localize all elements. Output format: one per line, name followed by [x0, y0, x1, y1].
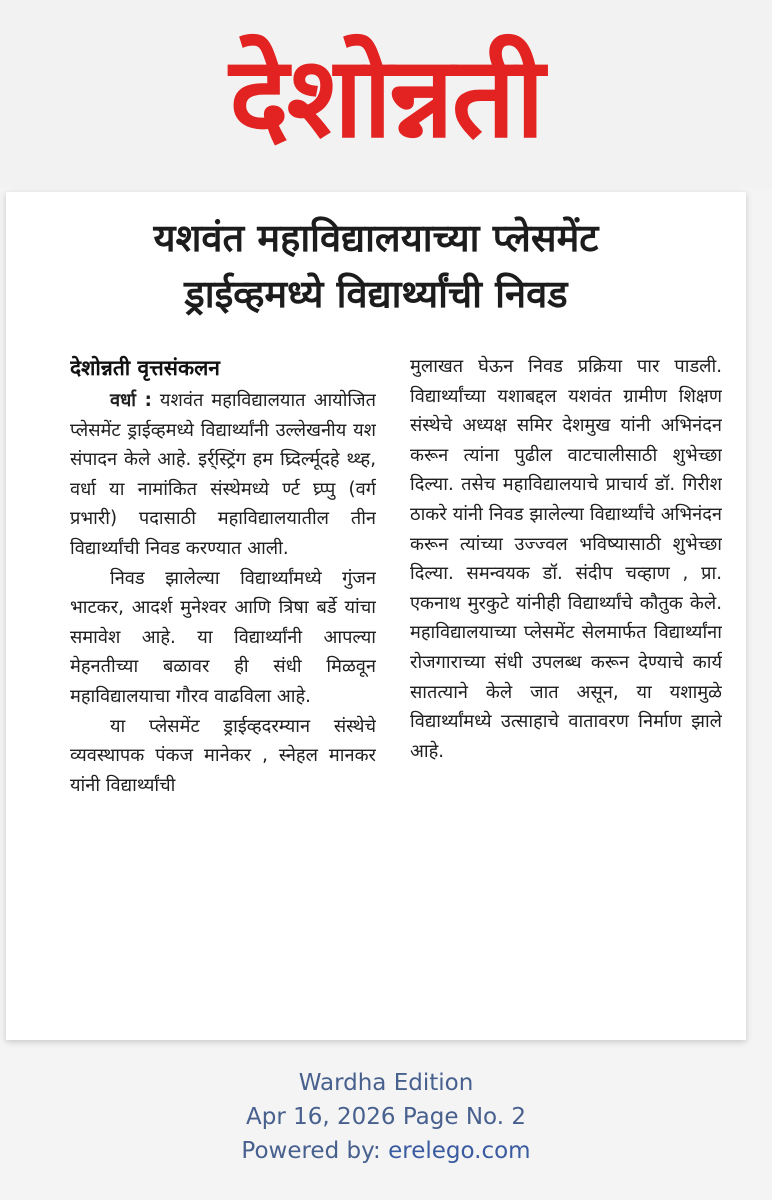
dateline: वर्धा :: [110, 390, 152, 411]
edition-date-page: Apr 16, 2026 Page No. 2: [246, 1104, 526, 1130]
byline: देशोन्नती वृत्तसंकलन: [70, 356, 220, 380]
edition-footer: [0, 1066, 772, 1168]
article-column-left: [70, 352, 376, 1040]
article-paragraph-1: [70, 386, 376, 564]
article-paragraph-3: या प्लेसमेंट ड्राईव्हदरम्यान संस्थेचे व्यवस्थापक पंकज मानेकर , स्नेहल मानकर यांनी विद्यार्थ्यांची: [70, 715, 376, 796]
headline-line-1: यशवंत महाविद्यालयाच्या प्लेसमेंट: [153, 216, 599, 260]
article-column-right: [410, 352, 722, 1040]
edition-name: Wardha Edition: [298, 1070, 474, 1096]
paragraph-1-text: यशवंत महाविद्यालयात आयोजित प्लेसमेंट ड्राईव्हमध्ये विद्यार्थ्यांनी उल्लेखनीय यश संपादन केले आहे. इर्र्स्ट्रिंग हम घ्र्दिर्ल्मूदहे थ्थ्ह, वर्धा या नामांकित संस्थेमध्ये र्ण्ट घ्र्प्पु (वर्ग प्रभारी) पदासाठी महाविद्यालयातील तीन विद्यार्थ्यांची निवड करण्यात आली.: [70, 390, 376, 559]
erelego-link[interactable]: erelego.com: [388, 1138, 531, 1164]
powered-by: [0, 1134, 772, 1168]
newspaper-logo: देशोन्नती: [229, 33, 543, 163]
masthead: [0, 0, 772, 188]
article-paragraph-2: निवड झालेल्या विद्यार्थ्यांमध्ये गुंजन भाटकर, आदर्श मुनेश्वर आणि त्रिषा बर्डे यांचा समावेश आहे. या विद्यार्थ्यांनी आपल्या मेहनतीच्या बळावर ही संधी मिळवून महाविद्यालयाचा गौरव वाढविला आहे.: [70, 567, 376, 707]
powered-by-label: Powered by:: [241, 1138, 389, 1164]
article-paragraph-continued: मुलाखत घेऊन निवड प्रक्रिया पार पाडली. विद्यार्थ्यांच्या यशाबद्दल यशवंत ग्रामीण शिक्षण संस्थेचे अध्यक्ष समिर देशमुख यांनी अभिनंदन करून त्यांना पुढील वाटचालीसाठी शुभेच्छा दिल्या. तसेच महाविद्यालयाचे प्राचार्य डॉ. गिरीश ठाकरे यांनी निवड झालेल्या विद्यार्थ्यांचे अभिनंदन करून त्यांच्या उज्ज्वल भविष्यासाठी शुभेच्छा दिल्या. समन्वयक डॉ. संदीप चव्हाण , प्रा. एकनाथ मुरकुटे यांनीही विद्यार्थ्यांचे कौतुक केले. महाविद्यालयाच्या प्लेसमेंट सेलमार्फत विद्यार्थ्यांना रोजगाराच्या संधी उपलब्ध करून देण्याचे कार्य सातत्याने केले जात असून, या यशामुळे विद्यार्थ्यांमध्ये उत्साहाचे वातावरण निर्माण झाले आहे.: [410, 356, 722, 762]
article-clipping: [6, 192, 746, 1040]
headline-line-2: ड्राईव्हमध्ये विद्यार्थ्यांची निवड: [184, 272, 568, 316]
article-headline: [6, 210, 746, 322]
